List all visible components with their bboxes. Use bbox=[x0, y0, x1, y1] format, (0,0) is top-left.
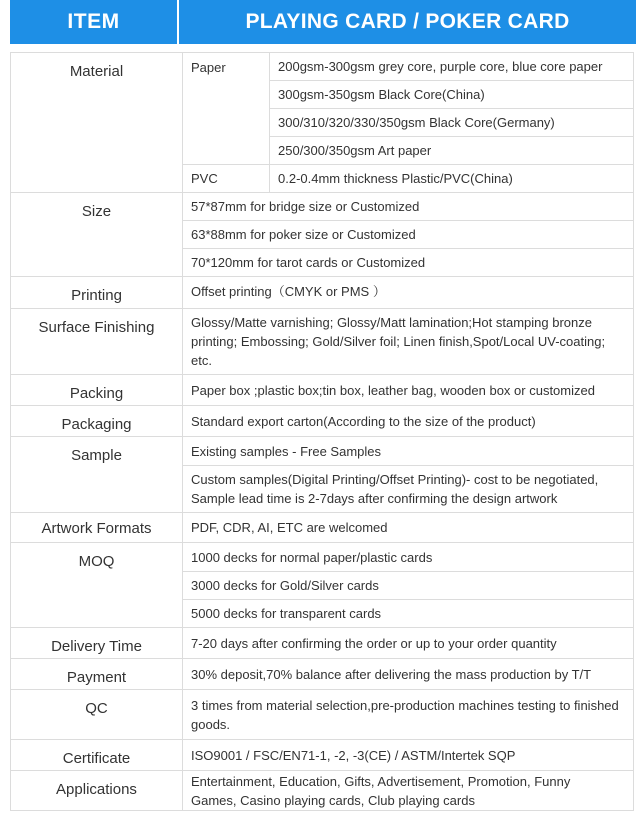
delivery-time-label: Delivery Time bbox=[11, 628, 183, 659]
table-row bbox=[11, 513, 634, 543]
packing-value: Paper box ;plastic box;tin box, leather bag, wooden box or customized bbox=[183, 375, 634, 406]
spec-table bbox=[10, 52, 634, 811]
payment-value: 30% deposit,70% balance after delivering the mass production by T/T bbox=[183, 659, 634, 690]
table-row bbox=[11, 628, 634, 659]
delivery-time-value: 7-20 days after confirming the order or up to your order quantity bbox=[183, 628, 634, 659]
size-label: Size bbox=[11, 193, 183, 277]
paper-value: 250/300/350gsm Art paper bbox=[270, 137, 634, 165]
size-value: 70*120mm for tarot cards or Customized bbox=[183, 249, 634, 277]
size-value: 57*87mm for bridge size or Customized bbox=[183, 193, 634, 221]
moq-value: 3000 decks for Gold/Silver cards bbox=[183, 572, 634, 600]
printing-value: Offset printing（CMYK or PMS ） bbox=[183, 277, 634, 309]
header-item-label: ITEM bbox=[10, 0, 177, 44]
certificate-label: Certificate bbox=[11, 740, 183, 771]
paper-label: Paper bbox=[183, 53, 270, 165]
packing-label: Packing bbox=[11, 375, 183, 406]
paper-value: 200gsm-300gsm grey core, purple core, blue core paper bbox=[270, 53, 634, 81]
qc-value: 3 times from material selection,pre-production machines testing to finished goods. bbox=[183, 690, 634, 740]
table-header bbox=[10, 0, 636, 45]
table-row bbox=[11, 309, 634, 375]
table-row bbox=[11, 543, 634, 572]
printing-label: Printing bbox=[11, 277, 183, 309]
sample-value: Custom samples(Digital Printing/Offset Printing)- cost to be negotiated, Sample lead time is 2-7days after confirming the design artwork bbox=[183, 466, 634, 513]
moq-value: 1000 decks for normal paper/plastic cards bbox=[183, 543, 634, 572]
header-title: PLAYING CARD / POKER CARD bbox=[179, 0, 636, 44]
packaging-label: Packaging bbox=[11, 406, 183, 437]
table-row bbox=[11, 375, 634, 406]
applications-label: Applications bbox=[11, 771, 183, 811]
table-row bbox=[11, 690, 634, 740]
table-row bbox=[11, 437, 634, 466]
applications-value: Entertainment, Education, Gifts, Advertisement, Promotion, Funny Games, Casino playing cards, Club playing cards bbox=[183, 771, 634, 811]
packaging-value: Standard export carton(According to the size of the product) bbox=[183, 406, 634, 437]
material-label: Material bbox=[11, 53, 183, 193]
artwork-formats-label: Artwork Formats bbox=[11, 513, 183, 543]
moq-value: 5000 decks for transparent cards bbox=[183, 600, 634, 628]
table-row bbox=[11, 277, 634, 309]
table-row bbox=[11, 193, 634, 221]
paper-value: 300/310/320/330/350gsm Black Core(Germany) bbox=[270, 109, 634, 137]
moq-label: MOQ bbox=[11, 543, 183, 628]
sample-value: Existing samples - Free Samples bbox=[183, 437, 634, 466]
sample-label: Sample bbox=[11, 437, 183, 513]
surface-finishing-label: Surface Finishing bbox=[11, 309, 183, 375]
table-row bbox=[11, 406, 634, 437]
table-row bbox=[11, 771, 634, 811]
pvc-value: 0.2-0.4mm thickness Plastic/PVC(China) bbox=[270, 165, 634, 193]
certificate-value: ISO9001 / FSC/EN71-1, -2, -3(CE) / ASTM/Intertek SQP bbox=[183, 740, 634, 771]
surface-finishing-value: Glossy/Matte varnishing; Glossy/Matt lamination;Hot stamping bronze printing; Embossing; Gold/Silver foil; Linen finish,Spot/Local UV-coating; etc. bbox=[183, 309, 634, 375]
artwork-formats-value: PDF, CDR, AI, ETC are welcomed bbox=[183, 513, 634, 543]
qc-label: QC bbox=[11, 690, 183, 740]
payment-label: Payment bbox=[11, 659, 183, 690]
pvc-label: PVC bbox=[183, 165, 270, 193]
table-row bbox=[11, 659, 634, 690]
size-value: 63*88mm for poker size or Customized bbox=[183, 221, 634, 249]
table-row bbox=[11, 740, 634, 771]
table-row bbox=[11, 53, 634, 81]
paper-value: 300gsm-350gsm Black Core(China) bbox=[270, 81, 634, 109]
